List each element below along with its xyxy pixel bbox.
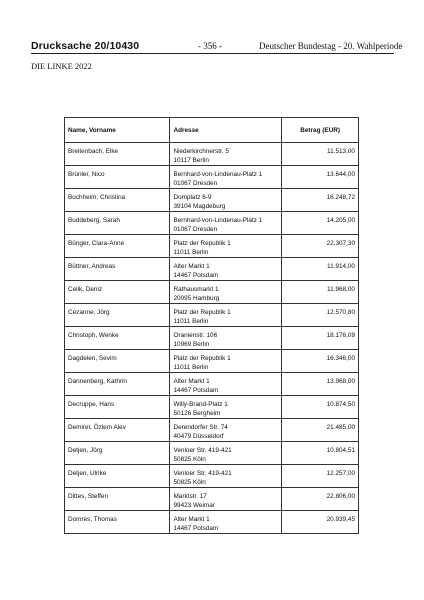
table-row bbox=[65, 235, 359, 258]
cell-name: Domres, Thomas bbox=[65, 511, 170, 534]
table-row bbox=[65, 396, 359, 419]
cell-name: Dagdelen, Sevim bbox=[65, 350, 170, 373]
legislative-period: Deutscher Bundestag - 20. Wahlperiode bbox=[259, 41, 403, 51]
cell-name: Dannenberg, Kathrin bbox=[65, 373, 170, 396]
page-number: - 356 - bbox=[198, 41, 222, 51]
table-row bbox=[65, 488, 359, 511]
cell-amount: 14.205,00 bbox=[282, 212, 359, 235]
cell-name: Detjen, Jörg bbox=[65, 442, 170, 465]
cell-amount: 10.804,51 bbox=[282, 442, 359, 465]
cell-amount: 11.513,00 bbox=[282, 143, 359, 166]
address-street: Venloer Str. 419-421 bbox=[173, 470, 232, 477]
address-city: 14467 Potsdam bbox=[173, 387, 219, 394]
table-row bbox=[65, 511, 359, 534]
table-row bbox=[65, 258, 359, 281]
cell-address bbox=[170, 327, 282, 350]
table-row bbox=[65, 189, 359, 212]
cell-name: Decruppe, Hans bbox=[65, 396, 170, 419]
cell-amount: 20.939,45 bbox=[282, 511, 359, 534]
table-row bbox=[65, 442, 359, 465]
address-street: Rathausmarkt 1 bbox=[173, 286, 219, 293]
cell-amount: 13.644,00 bbox=[282, 166, 359, 189]
address-street: Willy-Brand-Platz 1 bbox=[173, 401, 228, 408]
table-row bbox=[65, 166, 359, 189]
column-header-address: Adresse bbox=[170, 118, 282, 143]
address-street: Domplatz 6-9 bbox=[173, 194, 212, 201]
address-street: Derendorfer Str. 74 bbox=[173, 424, 228, 431]
column-header-name: Name, Vorname bbox=[65, 118, 170, 143]
address-street: Marktstr. 17 bbox=[173, 493, 207, 500]
cell-name: Buddeberg, Sarah bbox=[65, 212, 170, 235]
cell-address bbox=[170, 442, 282, 465]
table-row bbox=[65, 373, 359, 396]
cell-amount: 12.570,80 bbox=[282, 304, 359, 327]
cell-name: Büttner, Andreas bbox=[65, 258, 170, 281]
cell-address bbox=[170, 166, 282, 189]
cell-name: Cezanne, Jörg bbox=[65, 304, 170, 327]
cell-address bbox=[170, 189, 282, 212]
address-street: Platz der Republik 1 bbox=[173, 240, 231, 247]
column-header-amount: Betrag (EUR) bbox=[282, 118, 359, 143]
address-city: 10117 Berlin bbox=[173, 157, 209, 164]
cell-address bbox=[170, 281, 282, 304]
address-city: 11011 Berlin bbox=[173, 318, 209, 325]
cell-address bbox=[170, 465, 282, 488]
cell-amount: 11.914,00 bbox=[282, 258, 359, 281]
address-city: 14467 Potsdam bbox=[173, 272, 219, 279]
cell-amount: 22.806,00 bbox=[282, 488, 359, 511]
table-row bbox=[65, 281, 359, 304]
cell-amount: 22.307,30 bbox=[282, 235, 359, 258]
cell-name: Detjen, Ulrike bbox=[65, 465, 170, 488]
address-city: 10969 Berlin bbox=[173, 341, 210, 348]
cell-address bbox=[170, 488, 282, 511]
cell-address bbox=[170, 258, 282, 281]
address-street: Alter Markt 1 bbox=[173, 516, 210, 523]
address-street: Venloer Str. 419-421 bbox=[173, 447, 232, 454]
cell-name: Celik, Deniz bbox=[65, 281, 170, 304]
cell-address bbox=[170, 511, 282, 534]
table-row bbox=[65, 212, 359, 235]
cell-name: Brünler, Nico bbox=[65, 166, 170, 189]
table-header-row bbox=[65, 118, 359, 143]
cell-amount: 18.176,09 bbox=[282, 327, 359, 350]
table-row bbox=[65, 350, 359, 373]
address-city: 50825 Köln bbox=[173, 456, 206, 463]
cell-address bbox=[170, 350, 282, 373]
address-street: Oranienstr. 106 bbox=[173, 332, 218, 339]
header-rule bbox=[31, 53, 394, 54]
cell-amount: 13.968,00 bbox=[282, 373, 359, 396]
cell-address bbox=[170, 235, 282, 258]
address-street: Bernhard-von-Lindenau-Platz 1 bbox=[173, 171, 263, 178]
cell-amount: 11.968,00 bbox=[282, 281, 359, 304]
address-street: Alter Markt 1 bbox=[173, 263, 210, 270]
page-header bbox=[0, 0, 424, 60]
address-city: 40479 Düsseldorf bbox=[173, 433, 224, 440]
cell-name: Christoph, Wenke bbox=[65, 327, 170, 350]
cell-address bbox=[170, 419, 282, 442]
cell-name: Buchheim, Christina bbox=[65, 189, 170, 212]
cell-amount: 10.874,50 bbox=[282, 396, 359, 419]
cell-amount: 16.346,00 bbox=[282, 350, 359, 373]
cell-amount: 12.257,00 bbox=[282, 465, 359, 488]
table-row bbox=[65, 419, 359, 442]
cell-address bbox=[170, 212, 282, 235]
address-street: Niederkirchnerstr. 5 bbox=[173, 148, 229, 155]
cell-address bbox=[170, 304, 282, 327]
table-row bbox=[65, 465, 359, 488]
cell-name: Bünger, Clara-Anne bbox=[65, 235, 170, 258]
address-city: 14467 Potsdam bbox=[173, 525, 219, 532]
cell-address bbox=[170, 143, 282, 166]
table-row bbox=[65, 304, 359, 327]
cell-address bbox=[170, 373, 282, 396]
address-city: 99423 Weimar bbox=[173, 502, 215, 509]
address-city: 01067 Dresden bbox=[173, 226, 218, 233]
document-number: Drucksache 20/10430 bbox=[31, 40, 140, 52]
address-street: Alter Markt 1 bbox=[173, 378, 210, 385]
address-city: 39104 Magdeburg bbox=[173, 203, 226, 210]
cell-address bbox=[170, 396, 282, 419]
address-street: Bernhard-von-Lindenau-Platz 1 bbox=[173, 217, 263, 224]
address-city: 01067 Dresden bbox=[173, 180, 218, 187]
address-street: Platz der Republik 1 bbox=[173, 355, 231, 362]
table-row bbox=[65, 143, 359, 166]
address-city: 11011 Berlin bbox=[173, 249, 209, 256]
cell-name: Breitenbach, Elke bbox=[65, 143, 170, 166]
cell-name: Demirel, Özlem Alev bbox=[65, 419, 170, 442]
cell-amount: 16.248,72 bbox=[282, 189, 359, 212]
donations-table bbox=[64, 117, 359, 534]
address-city: 50126 Bergheim bbox=[173, 410, 221, 417]
cell-name: Dittes, Steffen bbox=[65, 488, 170, 511]
address-city: 20095 Hamburg bbox=[173, 295, 220, 302]
address-city: 11011 Berlin bbox=[173, 364, 209, 371]
table-row bbox=[65, 327, 359, 350]
cell-amount: 21.485,00 bbox=[282, 419, 359, 442]
party-year-label: DIE LINKE 2022 bbox=[31, 61, 92, 71]
address-street: Platz der Republik 1 bbox=[173, 309, 231, 316]
address-city: 50825 Köln bbox=[173, 479, 206, 486]
